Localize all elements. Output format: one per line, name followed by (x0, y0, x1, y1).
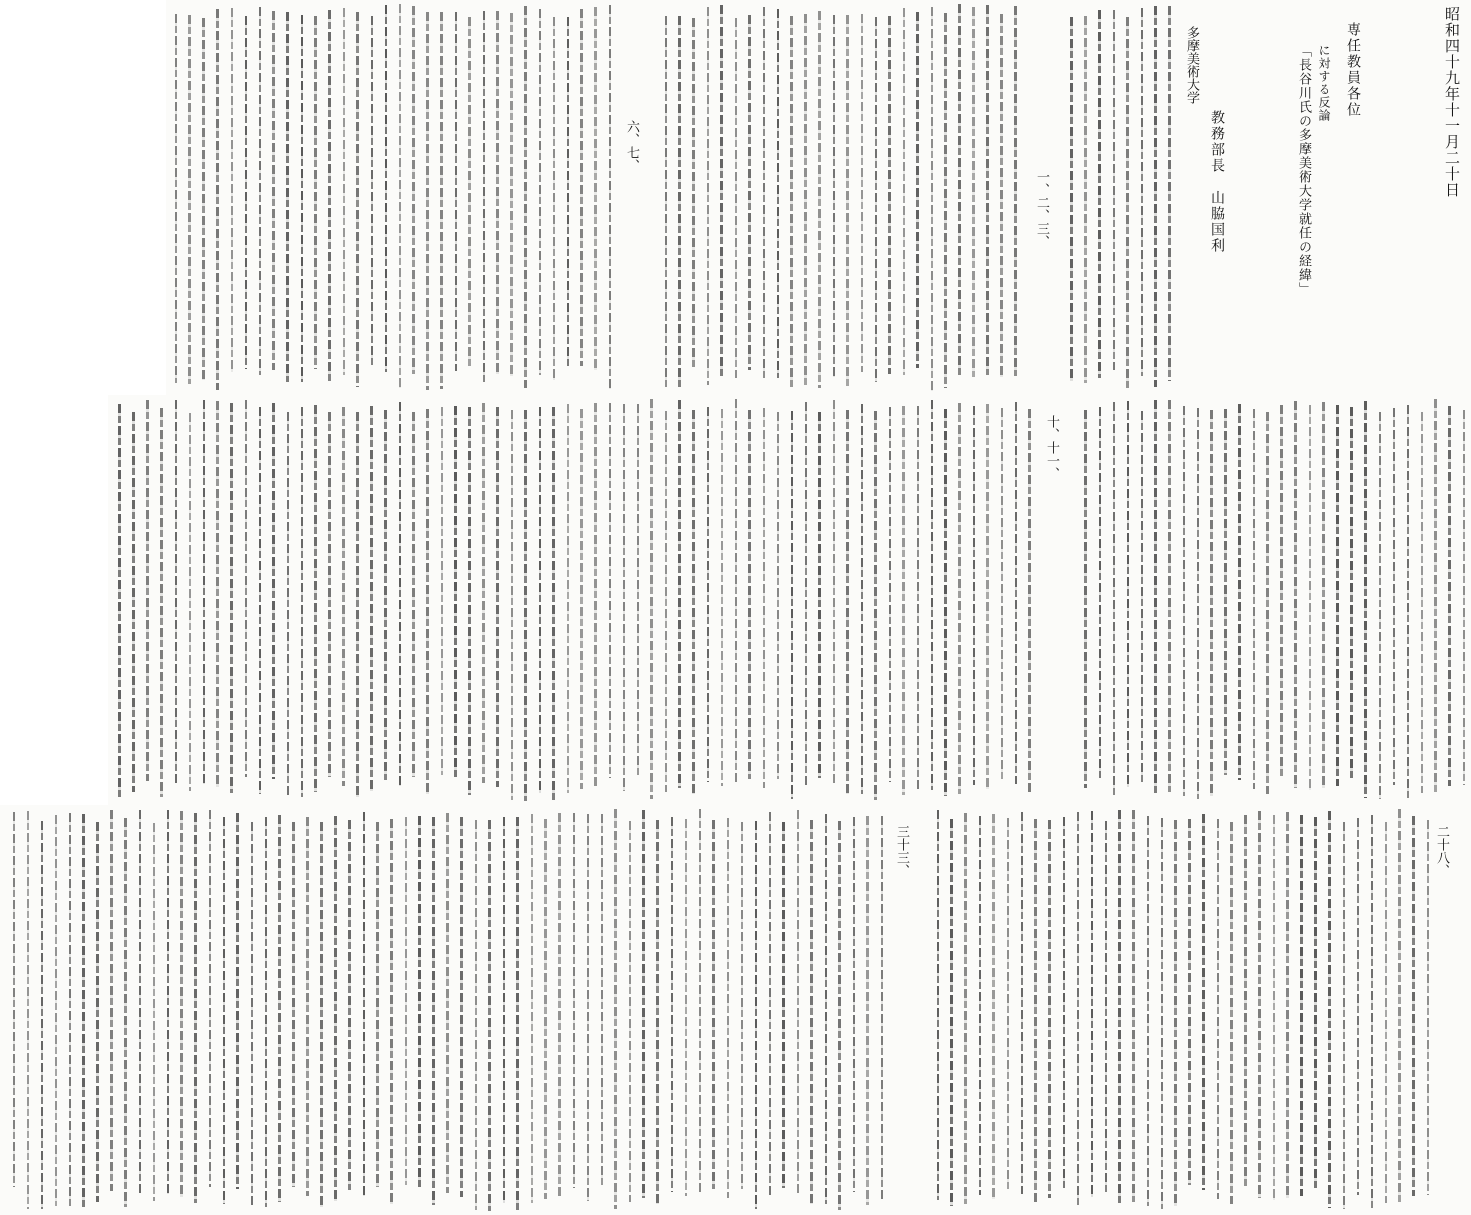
handwritten-line (580, 9, 583, 366)
handwritten-line (650, 399, 653, 799)
handwritten-line (777, 412, 779, 779)
handwritten-line (503, 817, 505, 1203)
handwritten-line (875, 17, 877, 382)
handwritten-line (958, 403, 961, 794)
handwritten-line (539, 407, 541, 793)
handwritten-line (69, 813, 71, 1208)
handwritten-line (692, 18, 695, 370)
handwritten-line (720, 5, 723, 379)
handwritten-line (1105, 821, 1107, 1195)
handwritten-line (1280, 405, 1283, 779)
handwritten-line (265, 817, 267, 1207)
handwritten-line (1154, 6, 1157, 387)
handwritten-line (301, 15, 303, 382)
handwritten-line (510, 13, 513, 376)
document-page-top (166, 0, 1471, 395)
handwritten-line (1077, 812, 1079, 1206)
handwritten-line (1197, 408, 1199, 799)
handwritten-line (790, 16, 793, 387)
handwritten-line (1021, 812, 1023, 1194)
handwritten-line (791, 411, 793, 799)
handwritten-line (1286, 812, 1289, 1198)
handwritten-line (286, 12, 289, 382)
handwritten-line (194, 813, 197, 1203)
handwritten-line (1099, 407, 1101, 779)
handwritten-line (797, 810, 799, 1193)
handwritten-line (1322, 402, 1325, 788)
handwritten-line (1336, 405, 1339, 786)
handwritten-line (539, 9, 541, 375)
handwritten-line (1427, 820, 1429, 1195)
handwritten-line (902, 406, 905, 795)
handwritten-line (468, 407, 471, 795)
handwritten-line (1258, 811, 1261, 1198)
handwritten-line (1343, 822, 1345, 1209)
handwritten-line (13, 812, 15, 1187)
handwritten-line (475, 820, 477, 1210)
handwritten-line (189, 413, 191, 791)
handwritten-line (390, 819, 393, 1204)
handwritten-line (861, 404, 863, 794)
handwritten-line (964, 813, 967, 1204)
handwritten-line (567, 404, 569, 793)
handwritten-line (1300, 815, 1303, 1196)
section-marker: 三十三、 (894, 825, 909, 877)
handwritten-line (573, 813, 575, 1188)
handwritten-line (1188, 819, 1191, 1185)
handwritten-line (482, 403, 485, 783)
handwritten-line (399, 402, 401, 786)
handwritten-line (931, 7, 933, 391)
handwritten-line (468, 17, 471, 368)
handwritten-line (524, 6, 527, 388)
handwritten-line (1154, 400, 1157, 793)
document-sender-name: 教務部長 山脇国利 (1209, 110, 1225, 254)
handwritten-line (96, 822, 99, 1202)
handwritten-line (727, 818, 729, 1198)
handwritten-line (1048, 820, 1051, 1198)
handwritten-line (511, 410, 513, 800)
handwritten-line (678, 16, 681, 390)
handwritten-line (853, 817, 855, 1192)
document-subject-note: に対する反論 (1317, 44, 1331, 122)
document-page-bottom (0, 805, 1471, 1215)
handwritten-line (1014, 6, 1017, 376)
handwritten-line (27, 811, 29, 1209)
handwritten-line (496, 407, 499, 787)
handwritten-line (707, 7, 709, 385)
handwritten-line (1118, 810, 1121, 1203)
handwritten-line (594, 403, 597, 786)
handwritten-line (587, 814, 589, 1201)
handwritten-line (986, 404, 989, 789)
handwritten-line (1244, 815, 1247, 1189)
handwritten-line (986, 5, 989, 375)
handwritten-line (1463, 410, 1465, 785)
handwritten-line (777, 9, 779, 378)
handwritten-line (881, 816, 883, 1199)
handwritten-line (292, 822, 295, 1187)
handwritten-line (763, 408, 765, 788)
handwritten-line (1273, 815, 1275, 1200)
handwritten-line (175, 14, 177, 383)
handwritten-line (699, 809, 701, 1192)
handwritten-line (1084, 16, 1087, 383)
handwritten-line (1210, 410, 1213, 796)
handwritten-line (314, 16, 317, 369)
handwritten-line (973, 406, 975, 785)
handwritten-line (1091, 811, 1093, 1197)
handwritten-line (1328, 811, 1331, 1208)
handwritten-line (553, 17, 555, 380)
handwritten-line (370, 406, 373, 791)
handwritten-line (454, 406, 457, 778)
handwritten-line (846, 15, 849, 387)
handwritten-line (301, 407, 303, 797)
handwritten-line (594, 7, 597, 370)
handwritten-line (580, 409, 583, 789)
handwritten-line (259, 7, 261, 375)
handwritten-line (385, 5, 387, 372)
handwritten-line (614, 809, 617, 1209)
handwritten-line (1314, 817, 1317, 1191)
handwritten-line (692, 410, 695, 794)
handwritten-line (1063, 817, 1065, 1189)
handwritten-line (455, 12, 457, 371)
handwritten-line (1294, 401, 1297, 788)
handwritten-line (1357, 818, 1359, 1195)
handwritten-line (671, 817, 673, 1192)
handwritten-line (278, 815, 281, 1202)
handwritten-line (937, 810, 939, 1200)
handwritten-line (272, 11, 275, 370)
handwritten-line (818, 11, 821, 388)
handwritten-line (223, 817, 225, 1204)
handwritten-line (601, 814, 603, 1186)
handwritten-line (363, 812, 365, 1196)
handwritten-line (1132, 810, 1135, 1202)
document-recipient: 専任教員各位 (1345, 22, 1361, 118)
handwritten-line (825, 814, 827, 1204)
handwritten-line (118, 404, 121, 799)
handwritten-line (124, 818, 127, 1207)
handwritten-line (371, 16, 373, 367)
handwritten-line (642, 810, 645, 1198)
handwritten-line (950, 819, 953, 1206)
handwritten-line (1001, 408, 1003, 779)
handwritten-line (707, 407, 709, 782)
handwritten-line (1147, 816, 1149, 1206)
handwritten-line (1309, 405, 1311, 790)
handwritten-line (426, 409, 429, 794)
handwritten-line (944, 409, 947, 796)
handwritten-line (958, 4, 961, 378)
handwritten-line (1364, 401, 1367, 798)
handwritten-line (992, 814, 995, 1199)
handwritten-line (516, 817, 519, 1210)
section-marker: 二十八、 (1434, 825, 1449, 877)
handwritten-line (609, 5, 611, 389)
handwritten-line (818, 412, 821, 778)
handwritten-line (320, 822, 323, 1207)
handwritten-line (245, 16, 247, 369)
handwritten-line (979, 816, 981, 1195)
handwritten-line (153, 823, 155, 1201)
handwritten-line (41, 821, 43, 1209)
handwritten-line (132, 412, 135, 792)
handwritten-line (1168, 400, 1171, 792)
handwritten-line (917, 406, 919, 789)
handwritten-line (483, 11, 485, 384)
handwritten-line (236, 813, 239, 1189)
handwritten-line (82, 814, 85, 1209)
handwritten-line (1393, 408, 1395, 785)
handwritten-line (531, 814, 533, 1203)
handwritten-line (496, 11, 499, 374)
handwritten-line (1238, 404, 1241, 780)
handwritten-line (1202, 814, 1205, 1190)
handwritten-line (245, 400, 247, 777)
handwritten-line (110, 810, 113, 1191)
handwritten-line (188, 15, 191, 384)
handwritten-line (259, 407, 261, 794)
handwritten-line (1350, 407, 1353, 781)
handwritten-line (866, 816, 869, 1205)
handwritten-line (412, 412, 415, 777)
handwritten-line (629, 821, 631, 1202)
handwritten-line (804, 14, 807, 386)
handwritten-line (1266, 412, 1269, 794)
handwritten-line (1168, 6, 1171, 381)
document-subject: 「長谷川氏の多摩美術大学就任の経緯」 (1296, 44, 1311, 296)
handwritten-line (552, 407, 555, 800)
handwritten-line (418, 816, 421, 1188)
document-page-middle (108, 395, 1471, 805)
handwritten-line (861, 14, 863, 372)
handwritten-line (1434, 399, 1437, 792)
section-marker: 一、二、三、 (1034, 170, 1049, 248)
handwritten-line (1113, 402, 1115, 796)
handwritten-line (665, 411, 667, 792)
handwritten-line (637, 404, 639, 776)
handwritten-line (1161, 818, 1163, 1209)
handwritten-line (712, 820, 715, 1189)
handwritten-line (1070, 17, 1073, 381)
handwritten-line (160, 408, 163, 797)
handwritten-line (334, 816, 337, 1201)
handwritten-line (931, 400, 933, 790)
document-date: 昭和四十九年十一月二十日 (1443, 6, 1461, 198)
handwritten-line (1379, 412, 1381, 799)
handwritten-line (342, 407, 345, 786)
handwritten-line (678, 400, 681, 788)
handwritten-line (167, 810, 169, 1194)
handwritten-line (1385, 822, 1387, 1203)
handwritten-line (441, 407, 443, 775)
handwritten-line (216, 9, 219, 390)
document-sender-org: 多摩美術大学 (1184, 26, 1199, 104)
handwritten-line (216, 401, 219, 787)
handwritten-line (139, 810, 141, 1193)
handwritten-line (609, 403, 611, 778)
handwritten-line (202, 18, 205, 380)
handwritten-line (440, 12, 443, 389)
handwritten-line (805, 402, 807, 785)
handwritten-line (1007, 818, 1009, 1189)
handwritten-line (782, 822, 785, 1188)
handwritten-line (287, 412, 289, 795)
handwritten-line (944, 13, 947, 388)
handwritten-line (446, 813, 449, 1193)
handwritten-line (1183, 406, 1185, 796)
handwritten-line (748, 410, 751, 779)
handwritten-line (874, 411, 877, 800)
handwritten-line (763, 7, 765, 381)
handwritten-line (1407, 405, 1409, 800)
handwritten-line (1230, 822, 1233, 1204)
handwritten-line (55, 815, 57, 1206)
handwritten-line (838, 821, 841, 1210)
handwritten-line (888, 16, 891, 374)
handwritten-line (656, 820, 659, 1204)
handwritten-line (1113, 10, 1115, 370)
handwritten-line (769, 812, 771, 1195)
section-marker: 六、七、 (624, 120, 639, 172)
handwritten-line (889, 407, 891, 782)
handwritten-line (328, 412, 331, 777)
handwritten-line (251, 822, 253, 1205)
handwritten-line (1421, 412, 1423, 793)
handwritten-line (810, 820, 813, 1204)
handwritten-line (833, 400, 835, 783)
handwritten-line (231, 8, 233, 372)
handwritten-line (1217, 819, 1219, 1199)
handwritten-line (1174, 820, 1177, 1206)
handwritten-line (735, 399, 737, 782)
handwritten-line (833, 15, 835, 377)
handwritten-line (916, 12, 919, 368)
handwritten-line (384, 410, 387, 780)
handwritten-line (1028, 409, 1031, 792)
handwritten-line (1398, 809, 1401, 1202)
handwritten-line (721, 409, 723, 786)
section-marker: 十、十一、 (1044, 415, 1059, 480)
handwritten-line (376, 822, 379, 1187)
handwritten-line (524, 410, 527, 801)
handwritten-line (343, 8, 345, 375)
handwritten-line (306, 817, 309, 1196)
handwritten-line (544, 819, 547, 1199)
handwritten-line (203, 400, 205, 784)
handwritten-line (1371, 815, 1373, 1210)
handwritten-line (567, 17, 569, 366)
handwritten-line (903, 8, 905, 375)
handwritten-line (356, 412, 359, 797)
handwritten-line (1253, 409, 1255, 789)
handwritten-line (558, 813, 561, 1196)
handwritten-line (1448, 406, 1451, 786)
handwritten-line (146, 400, 149, 781)
handwritten-line (1084, 410, 1087, 788)
handwritten-line (1412, 816, 1415, 1196)
handwritten-line (209, 810, 211, 1187)
handwritten-line (1126, 17, 1129, 388)
handwritten-line (1015, 402, 1017, 784)
handwritten-line (846, 410, 849, 794)
handwritten-line (748, 15, 751, 370)
handwritten-line (426, 12, 429, 390)
handwritten-line (488, 820, 491, 1211)
handwritten-line (432, 817, 435, 1205)
handwritten-line (272, 403, 275, 779)
handwritten-line (356, 12, 359, 387)
handwritten-line (1141, 411, 1143, 785)
handwritten-line (623, 404, 625, 791)
handwritten-line (741, 822, 743, 1189)
handwritten-line (314, 405, 317, 792)
handwritten-line (1141, 8, 1143, 376)
handwritten-line (1127, 401, 1129, 787)
handwritten-line (412, 6, 415, 374)
handwritten-line (230, 403, 233, 793)
handwritten-line (175, 400, 177, 783)
handwritten-line (1224, 409, 1227, 775)
handwritten-line (755, 821, 757, 1209)
handwritten-line (405, 817, 407, 1185)
handwritten-line (1098, 10, 1101, 378)
handwritten-line (1034, 819, 1037, 1202)
handwritten-line (399, 4, 401, 388)
handwritten-line (348, 820, 351, 1190)
handwritten-line (735, 18, 737, 378)
handwritten-line (665, 16, 667, 389)
handwritten-line (1000, 14, 1003, 377)
handwritten-line (460, 817, 463, 1197)
handwritten-line (685, 819, 687, 1196)
handwritten-line (180, 811, 183, 1197)
handwritten-line (328, 10, 331, 384)
handwritten-line (972, 7, 975, 377)
